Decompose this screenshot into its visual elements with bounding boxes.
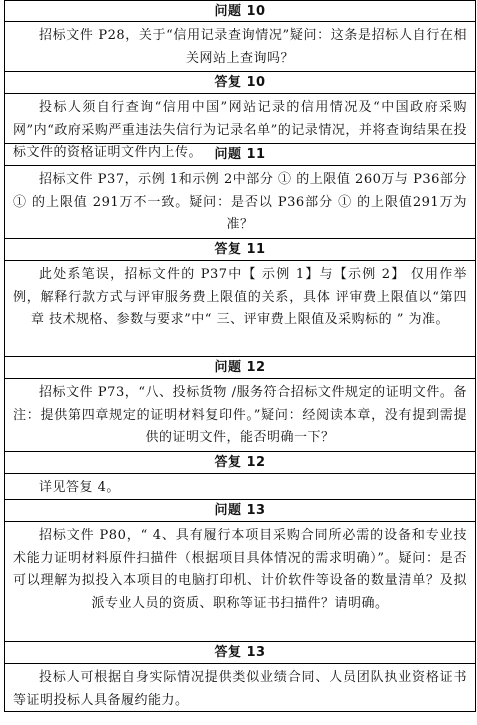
answer-text: 详见答复 4。 [5, 474, 475, 500]
question-heading: 问题 13 [5, 500, 475, 522]
answer-text: 投标人须自行查询“信用中国”网站记录的信用情况及“中国政府采购网”内“政府采购严重违法失信行为记录名单”的记录情况，并将查询结果在投标文件的资格证明文件内上传。 [5, 94, 475, 144]
answer-heading: 答复 12 [5, 452, 475, 474]
answer-text: 投标人可根据自身实际情况提供类似业绩合同、人员团队执业资格证书等证明投标人具备履约能力。 [5, 664, 475, 712]
question-heading: 问题 10 [5, 0, 475, 22]
answer-heading: 答复 10 [5, 72, 475, 94]
question-heading: 问题 12 [5, 357, 475, 379]
answer-heading: 答复 13 [5, 642, 475, 664]
question-text: 招标文件 P80，“ 4、具有履行本项目采购合同所必需的设备和专业技术能力证明材料原件扫描件（根据项目具体情况的需求明确）”。疑问：是否可以理解为拟投入本项目的电脑打印机、计价软件等设备的数量清单？及拟派专业人员的资质、职称等证书扫描件？请明确。 [5, 522, 475, 642]
qa-table [4, 0, 476, 712]
answer-heading: 答复 11 [5, 239, 475, 261]
question-heading: 问题 11 [5, 144, 475, 166]
answer-text: 此处系笔误，招标文件的 P37中【 示例 1】与【示例 2】 仅用作举例，解释行款方式与评审服务费上限值的关系，具体 评审费上限值以“第四章 技术规格、参数与要求”中“ 三、评审费上限值及采购标的 ” 为准。 [5, 261, 475, 357]
question-text: 招标文件 P28，关于“信用记录查询情况”疑问：这条是招标人自行在相关网站上查询吗？ [5, 22, 475, 72]
question-text: 招标文件 P73，“八、投标货物 /服务符合招标文件规定的证明文件。备注：提供第四章规定的证明材料复印件。”疑问：经阅读本章，没有提到需提供的证明文件，能否明确一下？ [5, 379, 475, 452]
question-text: 招标文件 P37，示例 1和示例 2中部分 ① 的上限值 260万与 P36部分 ① 的上限值 291万不一致。疑问：是否以 P36部分 ① 的上限值291万为准？ [5, 166, 475, 239]
